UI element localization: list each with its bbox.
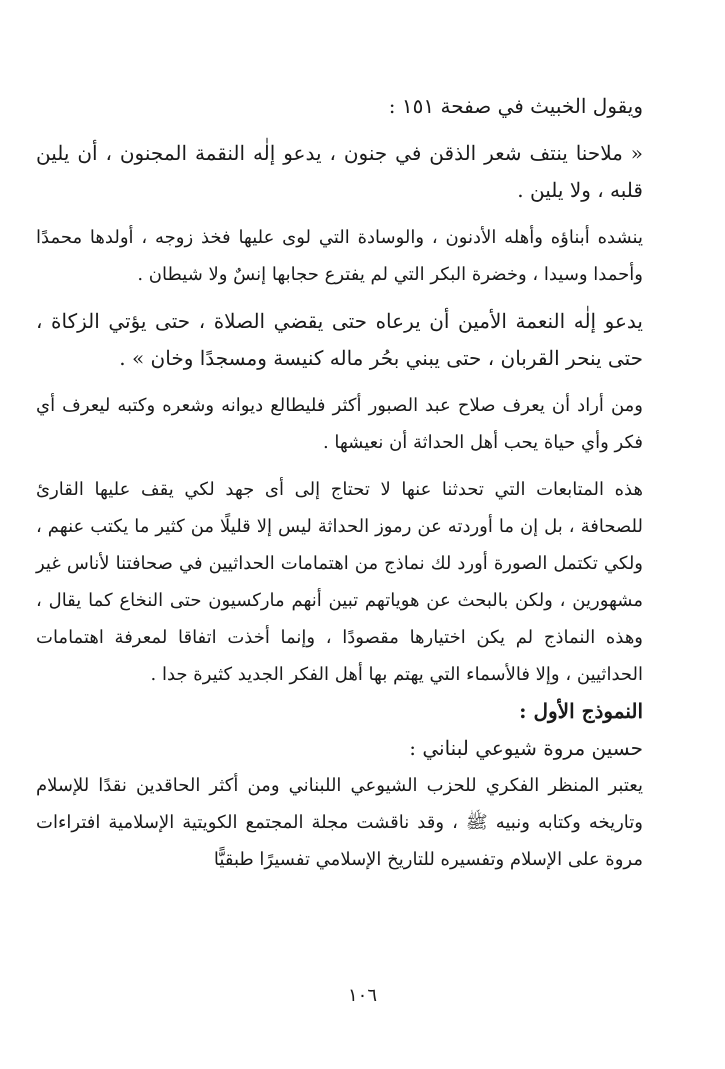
paragraph-final: يعتبر المنظر الفكري للحزب الشيوعي اللبناني ومن أكثر الحاقدين نقدًا للإسلام وتاريخه وكتابه ونبيه ﷺ ، وقد ناقشت مجلة المجتمع الكويتية الإسلامية افتراءات مروة على الإسلام وتفسيره للتاريخ الإسلامي تفسيرًا طبقيًّا	[36, 775, 643, 870]
spacer	[36, 209, 643, 219]
paragraph-intro: ويقول الخبيث في صفحة ١٥١ :	[388, 94, 643, 118]
paragraph-quote-1: « ملاحنا ينتف شعر الذقن في جنون ، يدعو إلٰه النقمة المجنون ، أن يلين قلبه ، ولا يلين .	[36, 141, 643, 202]
spacer	[36, 125, 643, 135]
paragraph-quote-2: ينشده أبناؤه وأهله الأدنون ، والوسادة التي لوى عليها فخذ زوجه ، أولدها محمدًا وأحمدا وسيدا ، وخضرة البكر التي لم يفترع حجابها إنسٌ ولا شيطان .	[36, 227, 643, 285]
paragraph-comment: ومن أراد أن يعرف صلاح عبد الصبور أكثر فليطالع ديوانه وشعره وكتبه ليعرف أي فكر وأي حياة يحب أهل الحداثة أن نعيشها .	[36, 395, 643, 453]
section-subheading: حسين مروة شيوعي لبناني :	[409, 736, 643, 760]
spacer	[36, 293, 643, 303]
spacer	[36, 461, 643, 471]
spacer	[36, 377, 643, 387]
page-number: ١٠٦	[347, 985, 377, 1006]
section-heading: النموذج الأول :	[519, 699, 643, 723]
page-body	[36, 88, 643, 878]
paragraph-followups: هذه المتابعات التي تحدثنا عنها لا تحتاج إلى أى جهد لكي يقف عليها القارئ للصحافة ، بل إن ما أوردته عن رموز الحداثة ليس إلا قليلًا من كثير ما يكتب عنهم ، ولكي تكتمل الصورة أورد لك نماذج من اهتمامات الحداثيين في صحافتنا لأناس غير مشهورين ، ولكن بالبحث عن هوياتهم تبين أنهم ماركسيون حتى النخاع كما يقال ، وهذه النماذج لم يكن اختيارها مقصودًا ، وإنما أخذت اتفاقا لمعرفة اهتمامات الحداثيين ، وإلا فالأسماء التي يهتم بها أهل الفكر الجديد كثيرة جدا .	[36, 479, 643, 685]
paragraph-quote-3: يدعو إلٰه النعمة الأمين أن يرعاه حتى يقضي الصلاة ، حتى يؤتي الزكاة ، حتى ينحر القربان ، حتى يبني بحُر ماله كنيسة ومسجدًا وخان » .	[36, 309, 643, 370]
